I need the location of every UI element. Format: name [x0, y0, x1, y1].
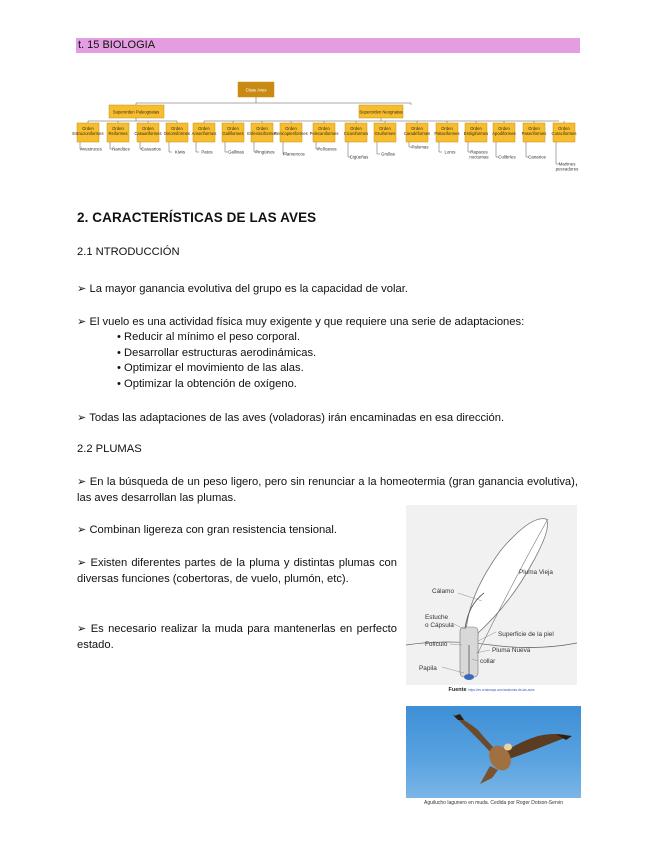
list-item: • Optimizar la obtención de oxígeno. — [117, 377, 297, 390]
subsection-heading-introduccion: 2.1 NTRODUCCIÓN — [77, 246, 180, 258]
tree-order-label: Esfenisciformes — [247, 131, 277, 136]
paragraph: ➢ En la búsqueda de un peso ligero, pero sin renunciar a la homeotermia (gran ganancia evolutiva), las aves desarrollan las plumas. — [77, 476, 578, 504]
tree-leaf-label: Loros — [444, 149, 456, 155]
page-header-title: t. 15 BIOLOGIA — [78, 39, 156, 51]
tree-order-label: Orden — [558, 126, 570, 131]
feather-label: Folículo — [425, 641, 448, 648]
tree-order-label: Paseriformes — [521, 131, 547, 136]
tree-leaf-label: Rapaces — [470, 149, 488, 155]
tree-order-label: Fenicopteriformes — [274, 131, 308, 136]
tree-leaf-label: Kiwis — [174, 149, 186, 155]
tree-order-label: Psitaciformes — [434, 131, 460, 136]
tree-order-label: Orden — [441, 126, 453, 131]
feather-diagram — [406, 505, 577, 685]
paragraph: ➢ Es necesario realizar la muda para mantenerlas en perfecto estado. — [77, 623, 397, 651]
tree-order-label: Caradriformes — [403, 131, 431, 136]
paragraph: ➢ La mayor ganancia evolutiva del grupo es la capacidad de volar. — [77, 283, 408, 295]
tree-order-label: Orden — [171, 126, 183, 131]
feather-label: collar — [480, 658, 496, 665]
paragraph: ➢ Todas las adaptaciones de las aves (voladoras) irán encaminadas en esa dirección. — [77, 412, 505, 424]
tree-order-label: Estrigiformes — [463, 131, 489, 136]
tree-superorder-label: Superorden Neognatas — [359, 109, 403, 115]
feather-label: Pluma Vieja — [519, 569, 553, 576]
tree-leaf-label: Casuarios — [141, 146, 161, 152]
tree-order-label: Orden — [227, 126, 239, 131]
tree-order-label: Orden — [498, 126, 510, 131]
feather-label: Superficie de la piel — [498, 631, 554, 638]
tree-order-label: Orden — [198, 126, 210, 131]
tree-leaf-label: Patos — [201, 149, 213, 155]
tree-order-label: Orden — [528, 126, 540, 131]
figure-source-link[interactable]: https://es.ornamaps.com/anatomia-de-las-aves — [468, 688, 535, 692]
feather-illustration — [406, 505, 577, 685]
adaptations-list — [117, 330, 316, 392]
list-item: • Reducir al mínimo el peso corporal. — [117, 331, 300, 343]
feather-label: Cálamo — [432, 588, 455, 595]
section-title: 2. CARACTERÍSTICAS DE LAS AVES — [77, 210, 317, 225]
tree-order-label: Coraciformes — [551, 131, 577, 136]
tree-leaf-label: Cigüeñas — [349, 154, 369, 160]
tree-order-label: Orden — [82, 126, 94, 131]
tree-order-label: Galliformes — [222, 131, 244, 136]
tree-leaf-label: Gallinas — [228, 149, 244, 155]
tree-leaf-label: Pelícanos — [317, 146, 337, 152]
tree-order-label: Ciconiformes — [343, 131, 369, 136]
tree-leaf-label: Martines — [558, 161, 576, 167]
molting-harrier-illustration — [406, 706, 581, 798]
tree-order-label: Apodiformes — [492, 131, 516, 136]
tree-order-label: Orden — [285, 126, 297, 131]
list-item: • Optimizar el movimiento de las alas. — [117, 362, 304, 374]
figure-source-label: Fuente — [448, 687, 467, 693]
tree-order-label: Dinorniformes — [163, 131, 191, 136]
tree-leaf-label: Canarios — [528, 154, 546, 160]
feather-label: Pluma Nueva — [492, 647, 531, 654]
bird-photo — [406, 706, 581, 798]
tree-order-label: Orden — [112, 126, 124, 131]
tree-order-label: Pelecaniformes — [309, 131, 339, 136]
tree-leaf-label: nocturnas — [469, 154, 489, 160]
tree-order-label: Orden — [411, 126, 423, 131]
photo-caption: Aguilucho lagunero en muda. Cedida por Roger Dotson-Servin — [424, 800, 563, 806]
tree-leaf-label: Avestruces — [80, 146, 102, 152]
tree-leaf-label: Grullas — [381, 151, 395, 157]
tree-root-label: Clase Aves — [245, 87, 267, 93]
tree-leaf-label: Colibríes — [498, 154, 516, 160]
feather-label: Estuche — [425, 614, 449, 621]
feather-label: o Cápsula — [425, 622, 454, 629]
figure-source — [406, 687, 577, 693]
tree-order-label: Gruiformes — [374, 131, 396, 136]
tree-order-label: Orden — [470, 126, 482, 131]
tree-order-label: Casuariformes — [134, 131, 162, 136]
tree-order-label: Orden — [379, 126, 391, 131]
subsection-heading-plumas: 2.2 PLUMAS — [77, 443, 142, 455]
tree-order-label: Anseriformes — [191, 131, 217, 136]
tree-order-label: Reiformes — [108, 131, 128, 136]
taxonomy-tree — [72, 76, 581, 172]
tree-leaf-label: pescadores — [555, 166, 579, 172]
tree-order-label: Orden — [350, 126, 362, 131]
tree-superorder-label: Superorden Paleognatas — [112, 109, 160, 115]
tree-order-label: Orden — [318, 126, 330, 131]
paragraph: ➢ Existen diferentes partes de la pluma y distintas plumas con diversas funciones (cobertoras, de vuelo, plumón, etc). — [77, 557, 397, 585]
paragraph: ➢ Combinan ligereza con gran resistencia tensional. — [77, 524, 337, 536]
paragraph: ➢ El vuelo es una actividad física muy exigente y que requiere una serie de adaptaciones: — [77, 316, 525, 328]
tree-leaf-label: Flamencos — [283, 151, 305, 157]
tree-leaf-label: Palomas — [411, 144, 429, 150]
tree-order-label: Orden — [142, 126, 154, 131]
tree-leaf-label: Ñandúes — [112, 146, 130, 152]
list-item: • Desarrollar estructuras aerodinámicas. — [117, 346, 317, 359]
feather-label: Papila — [419, 665, 437, 672]
tree-order-label: Estrucioniformes — [72, 131, 104, 136]
tree-order-label: Orden — [256, 126, 268, 131]
tree-leaf-label: Pingüinos — [255, 149, 275, 155]
